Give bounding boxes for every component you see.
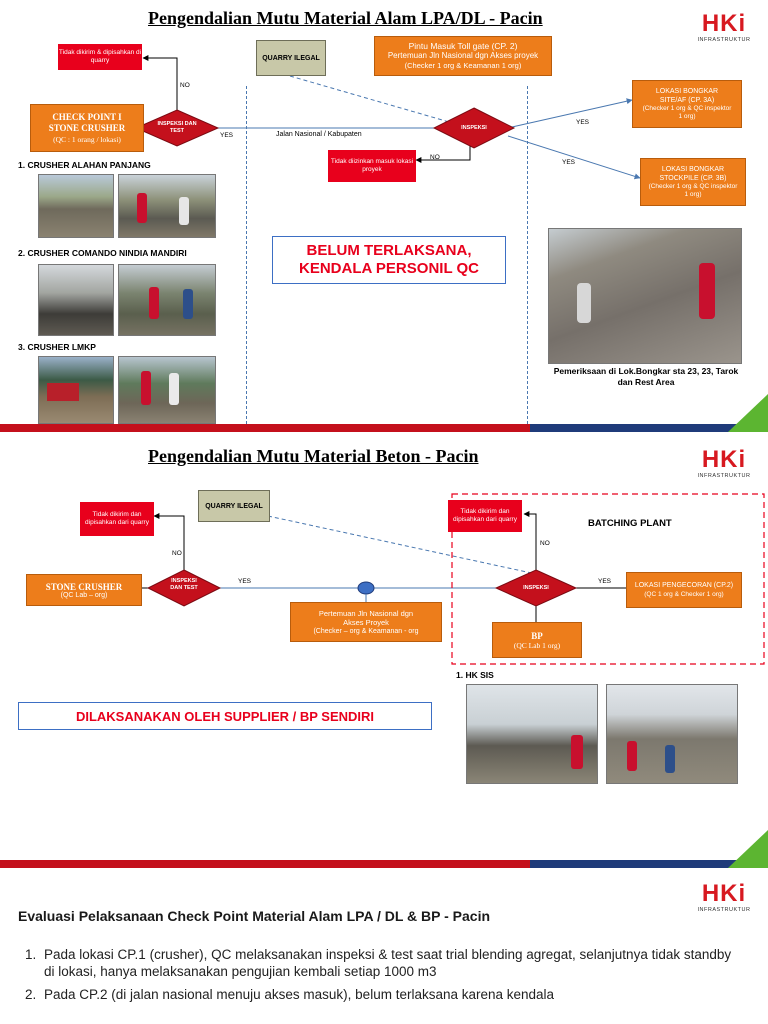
hki-logo-3 [688,882,760,913]
meeting-line2: Akses Proyek [343,617,389,627]
batching-plant-label: BATCHING PLANT [588,518,672,529]
photo-crusher3-site [38,356,114,424]
slide1-band [0,424,768,432]
checkpoint-stone-crusher [30,104,144,152]
reject-box-project: Tidak diizinkan masuk lokasi proyek [328,150,416,182]
stone-title: STONE CRUSHER [45,581,123,592]
bp-title: BP [531,630,543,641]
worker-g [577,283,591,323]
diamond-to-reject-left [154,516,184,570]
slide2-band [0,860,768,868]
photo-bongkar [548,228,742,364]
slide3-title: Evaluasi Pelaksanaan Check Point Material Alam LPA / DL & BP - Pacin [18,908,491,924]
band-green [728,394,768,432]
road-label: Jalan Nasional / Kabupaten [276,131,362,138]
band-green-2 [728,830,768,868]
quarry-ilegal: QUARRY ILEGAL [256,40,326,76]
notice-supplier: DILAKSANAKAN OLEH SUPPLIER / BP SENDIRI [18,702,432,730]
tollgate-box [374,36,552,76]
yes-label-a: YES [576,119,590,126]
photo-crusher2-site [38,264,114,336]
photo-crusher3-inspect [118,356,216,424]
evaluation-item: 1. Pada lokasi CP.1 (crusher), QC melaksanakan inspeksi & test saat trial blending agregat, selanjutnya tidak standby di lokasi, hanya melaksanakan pengujian kembali setiap 1000 m3 [40,946,740,980]
evaluation-item: 2. Pada CP.2 (di jalan nasional menuju akses masuk), belum terlaksana karena kendala [40,986,740,1003]
yes-left: YES [238,578,252,585]
slide1-title: Pengendalian Mutu Material Alam LPA/DL - Pacin [148,8,543,28]
meeting-node [358,582,374,594]
casting-title: LOKASI PENGECORAN (CP.2) [634,582,734,589]
logo-mark-2: HKi [701,446,747,473]
evaluation-list [0,946,740,1003]
slide2-title: Pengendalian Mutu Material Beton - Pacin [148,446,479,466]
notice-line2: KENDALA PERSONIL QC [298,260,479,277]
hk-sis-label: 1. HK SIS [456,670,494,680]
diamond2-label-2: INSPEKSI [523,585,549,591]
reject-box-right: Tidak dikirim dan dipisahkan dari quarry [448,500,522,532]
slide-1 [0,0,768,432]
yes-label-b: YES [562,159,576,166]
worker-k [665,745,675,773]
stone-sub: (QC Lab – org) [60,591,108,599]
worker-a [137,193,147,223]
worker-h [699,263,715,319]
site-3b-sub: (Checker 1 org & QC inspektor 1 org) [648,183,738,198]
yes-label: YES [220,132,234,139]
meeting-box [290,602,442,642]
logo-sub-2: INFRASTRUKTUR [697,473,751,479]
worker-b [179,197,189,225]
tollgate-line3: (Checker 1 org & Keamanan 1 org) [404,61,522,70]
logo-mark: HKi [701,10,747,37]
logo-sub: INFRASTRUKTUR [697,37,751,43]
worker-i [571,735,583,769]
quarry-ilegal-2: QUARRY ILEGAL [198,490,270,522]
truck [47,383,79,401]
divider-left [246,86,247,424]
worker-j [627,741,637,771]
logo-mark-3: HKi [701,880,747,907]
slide2-connectors [0,436,768,868]
worker-e [141,371,151,405]
no-right: NO [540,540,550,547]
stone-crusher-box [26,574,142,606]
bp-box [492,622,582,658]
crusher2-label: 2. CRUSHER COMANDO NINDIA MANDIRI [18,248,187,258]
tollgate-line1: Pintu Masuk Toll gate (CP. 2) [408,41,518,51]
bp-sub: (QC Lab 1 org) [513,640,561,650]
site-3b-box [640,158,746,206]
notice-line1: BELUM TERLAKSANA, [306,242,472,259]
diamond2-label: INSPEKSI [461,125,487,131]
slide-3 [0,868,768,1024]
tollgate-line2: Pertemuan Jln Nasional dgn Akses proyek [387,51,539,60]
crusher1-label: 1. CRUSHER ALAHAN PANJANG [18,160,151,170]
reject-box-left: Tidak dikirim dan dipisahkan dari quarry [80,502,154,536]
checkpoint-title: CHECK POINT I STONE CRUSHER [48,112,126,133]
slide-2 [0,436,768,868]
photo-hk-sis-2 [606,684,738,784]
divider-right [527,86,528,424]
diamond2-to-reject [416,146,470,160]
diamond1-label: INSPEKSI DAN TEST [157,121,197,134]
casting-box [626,572,742,608]
no-left: NO [172,550,182,557]
band-red-2 [0,860,530,868]
diamond1-label-2: INSPEKSI DAN TEST [170,578,198,591]
quarry-dash [290,76,470,128]
band-red [0,424,530,432]
yes-right: YES [598,578,612,585]
worker-d [183,289,193,319]
no-label: NO [180,82,190,89]
to-3a [512,100,632,127]
diamond-to-reject [143,58,177,111]
no-label-2: NO [430,154,440,161]
diamond2-to-reject-right [524,514,536,570]
worker-c [149,287,159,319]
bongkar-caption: Pemeriksaan di Lok.Bongkar sta 23, 23, Tarok dan Rest Area [553,366,739,387]
checkpoint-sub: (QC : 1 orang / lokasi) [53,135,121,144]
site-3a-box [632,80,742,128]
site-3a-sub: (Checker 1 org & QC inspektor 1 org) [642,105,732,120]
reject-box-quarry: Tidak dikirim & dipisahkan di quarry [58,44,142,70]
meeting-line3: (Checker – org & Keamanan - org [313,627,419,635]
photo-crusher2-inspect [118,264,216,336]
meeting-line1: Pertemuan Jln Nasional dgn [318,608,414,618]
photo-crusher1-inspect [118,174,216,238]
worker-f [169,373,179,405]
site-3b-title: LOKASI BONGKAR STOCKPILE (CP. 3B) [659,166,727,182]
crusher3-label: 3. CRUSHER LMKP [18,342,96,352]
notice-belum [272,236,506,284]
logo-sub-3: INFRASTRUKTUR [697,907,751,913]
photo-crusher1-site [38,174,114,238]
photo-hk-sis-1 [466,684,598,784]
site-3a-title: LOKASI BONGKAR SITE/AF (CP. 3A) [655,88,719,104]
casting-sub: (QC 1 org & Checker 1 org) [644,591,724,598]
